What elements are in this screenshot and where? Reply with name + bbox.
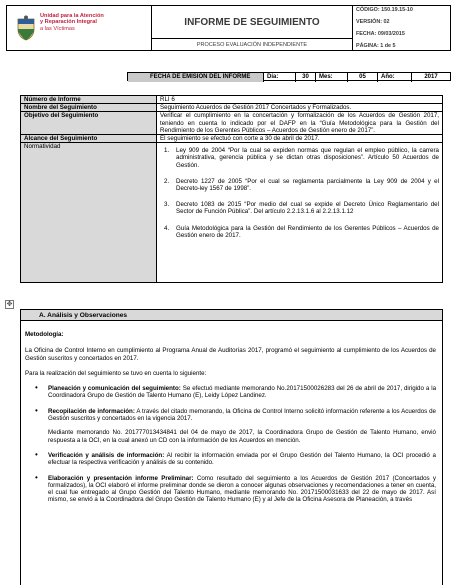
section-body: [25, 331, 436, 512]
scope: El seguimiento se efectuó con corte a 30 de abril de 2017.: [157, 135, 443, 143]
list-item: 3. Decreto 1083 de 2015 “Por medio del cual se expide el Decreto Único Reglamentario del Sector de Función Pública”. Del artículo 2.2.13.1.6 al 2.2.13.1.12: [164, 201, 439, 216]
steps-list: [25, 385, 436, 504]
objective-label: Objetivo del Seguimiento: [21, 112, 157, 135]
year-value: 2017: [424, 74, 438, 80]
scope-label: Alcance del Seguimiento: [21, 135, 157, 143]
methodology-heading: Metodología:: [25, 331, 64, 338]
table-move-handle-icon[interactable]: ✥: [6, 301, 13, 308]
document-meta-cell: [353, 5, 451, 51]
logo-wordmark: Unidad para la Atención y Reparación Integral a las Víctimas: [40, 13, 104, 32]
regulations-cell: [157, 143, 443, 283]
list-item: 1. Ley 909 de 2004 “Por la cual se expiden normas que regulan el empleo público, la carrera administrativa, gerencia pública y se dictan otras disposiciones”. Artículo 50 Acuerdos de Gestión.: [164, 147, 439, 169]
document-title: INFORME DE SEGUIMIENTO: [184, 17, 320, 28]
follow-up-name-label: Nombre del Seguimiento: [21, 104, 157, 112]
list-item: • Recopilación de información: A través del citado memorando, la Oficina de Control Interno solicitó información referente a los Acuerdos de Gestión suscritos y concertados en la vigencia 2017. Mediante memorando No. 201777013434841 del 04 de mayo de 2017, la Coordinadora Grupo de Gestión de Talento Humano, envió respuesta a la OCI, en la cual anexó un CD con la información de los Acuerdos en mención.: [35, 405, 436, 444]
header-title-cell: [151, 5, 353, 51]
day-value: 30: [296, 73, 316, 82]
month-value: 05: [348, 73, 378, 82]
regulations-label: Normatividad: [21, 143, 157, 283]
report-number-label: Número de Informe: [21, 96, 157, 104]
month-label: Mes:: [316, 73, 348, 82]
pagina: PÁGINA: 1 de 5: [356, 43, 396, 49]
regulations-list: [160, 147, 439, 239]
section-title: A. Análisis y Observaciones: [21, 310, 442, 321]
fecha: FECHA: 09/03/2015: [356, 31, 405, 37]
day-label: Día:: [264, 73, 296, 82]
list-item: 4. Guía Metodológica para la Gestión del Rendimiento de los Gerentes Públicos – Acuerdos de Gestión enero de 2017.: [164, 224, 439, 239]
report-info-table: [20, 95, 443, 283]
emission-label: FECHA DE EMISIÓN DEL INFORME: [128, 73, 264, 82]
logo-cell: [6, 5, 151, 51]
process-name: PROCESO EVALUACIÓN INDEPENDIENTE: [196, 42, 308, 48]
codigo: CÓDIGO: 150.19.15-10: [356, 7, 413, 13]
follow-up-name: Seguimiento Acuerdos de Gestión 2017 Concertados y Formalizados.: [157, 104, 443, 112]
list-item: • Planeación y comunicación del seguimiento: Se efectuó mediante memorando No.20171500026283 del 26 de abril de 2017, dirigido a la Coordinadora Grupo de Gestión de Talento Humano (E), Leidy López Landinez.: [35, 383, 437, 400]
objective: Verificar el cumplimiento en la concertación y formalización de los Acuerdos de Gestión 2017, teniendo en cuenta lo indicado por el DAFP en la “Guía Metodológica para la Gestión del Rendimiento de los Gerentes Públicos – Acuerdos de Gestión enero de 2017”.: [157, 112, 443, 135]
list-item: • Elaboración y presentación informe Preliminar: Como resultado del seguimiento a los Acuerdos de Gestión 2017 (Concertados y formalizados), la OCI elaboró el informe preliminar donde se dieron a conocer algunas observaciones y recomendaciones a tener en cuenta, el cual fue entregado al Grupo Gestión del Talento Humano, mediante memorando No. 20171500031633 del 22 de mayo de 2017. Así mismo, se envió a la Coordinadora del Grupo Gestión de Talento Humano (E) y al Jefe de la Oficina Asesora de Planeación, a través: [35, 472, 436, 504]
list-item: • Verificación y análisis de información: Al recibir la información enviada por el Grupo Gestión del Talento Humano, la OCI procedió a efectuar la respectiva verificación y análisis de su contenido.: [35, 449, 436, 467]
intro-paragraph: La Oficina de Control Interno en cumplimiento al Programa Anual de Auditorías 2017, programó el seguimiento al cumplimiento de los Acuerdos de Gestión suscritos y concertados en 2017.: [25, 347, 436, 362]
list-item: 2. Decreto 1227 de 2005 “Por el cual se reglamenta parcialmente la Ley 909 de 2004 y el Decreto-ley 1567 de 1998”.: [164, 177, 439, 193]
version: VERSIÓN: 02: [356, 19, 390, 25]
emission-date-row: [127, 72, 451, 81]
year-label: Año:: [378, 73, 412, 82]
analysis-section: [20, 309, 443, 585]
report-number: RLI 6: [157, 96, 443, 104]
criteria-paragraph: Para la realización del seguimiento se tuvo en cuenta lo siguiente:: [25, 369, 207, 377]
coat-of-arms-icon: [15, 15, 37, 41]
divider: [152, 38, 352, 39]
